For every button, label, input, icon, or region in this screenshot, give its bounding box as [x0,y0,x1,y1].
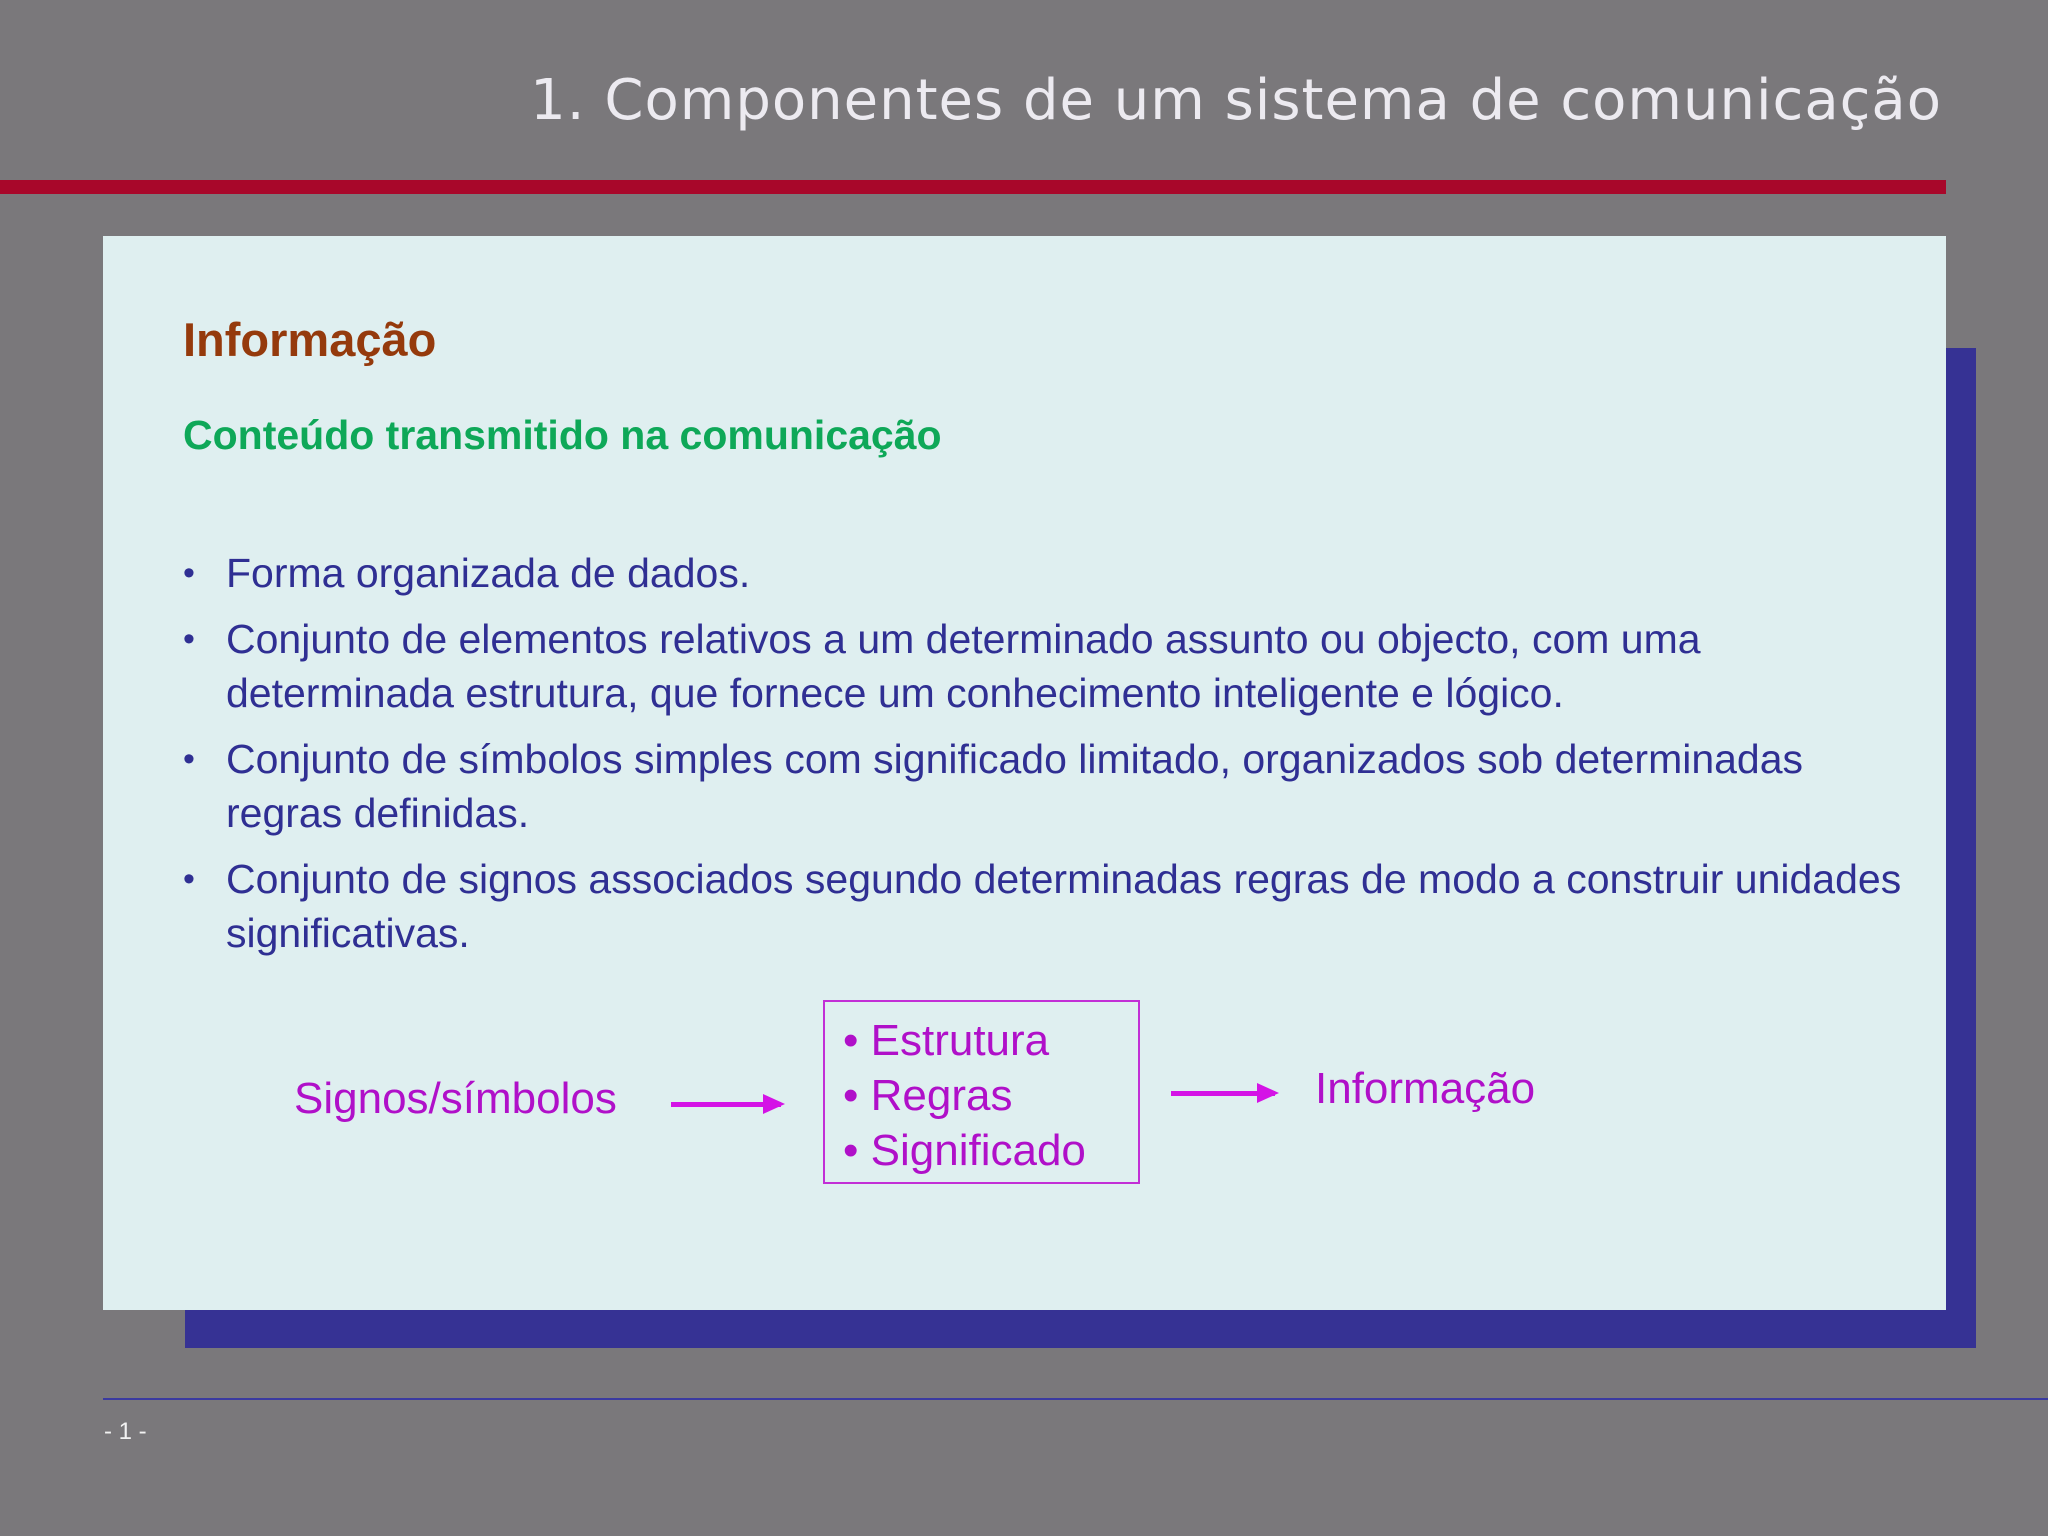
diagram-box-item: • Regras [843,1071,1013,1120]
diagram-process-box [823,1000,1140,1184]
bullet-item [183,612,1923,720]
diagram-box-item: • Significado [843,1126,1086,1175]
content-panel [103,236,1946,1310]
footer-divider [103,1398,2048,1400]
page-number: - 1 - [104,1418,147,1445]
section-subheading: Conteúdo transmitido na comunicação [183,412,942,458]
bullet-dot: • [183,740,195,778]
arrow-right-icon [671,1102,781,1107]
bullet-item [183,732,1923,840]
bullet-dot: • [183,860,195,898]
bullet-item [183,852,1923,960]
title-divider [0,180,1946,194]
bullet-text: Forma organizada de dados. [226,550,751,596]
section-heading: Informação [183,313,437,366]
bullet-item [183,546,1923,600]
diagram-output-label: Informação [1315,1064,1536,1113]
bullet-dot: • [183,620,195,658]
bullet-dot: • [183,554,195,592]
bullet-list [183,546,1923,972]
bullet-text: Conjunto de símbolos simples com significado limitado, organizados sob determinadas regras definidas. [226,736,1804,836]
diagram-input-label: Signos/símbolos [294,1074,617,1123]
bullet-text: Conjunto de signos associados segundo determinadas regras de modo a construir unidades significativas. [226,856,1902,956]
slide-title: 1. Componentes de um sistema de comunicação [530,68,1942,133]
diagram-box-item: • Estrutura [843,1016,1050,1065]
bullet-text: Conjunto de elementos relativos a um determinado assunto ou objecto, com uma determinada estrutura, que fornece um conhecimento inteligente e lógico. [226,616,1701,716]
arrow-right-icon [1171,1091,1275,1096]
